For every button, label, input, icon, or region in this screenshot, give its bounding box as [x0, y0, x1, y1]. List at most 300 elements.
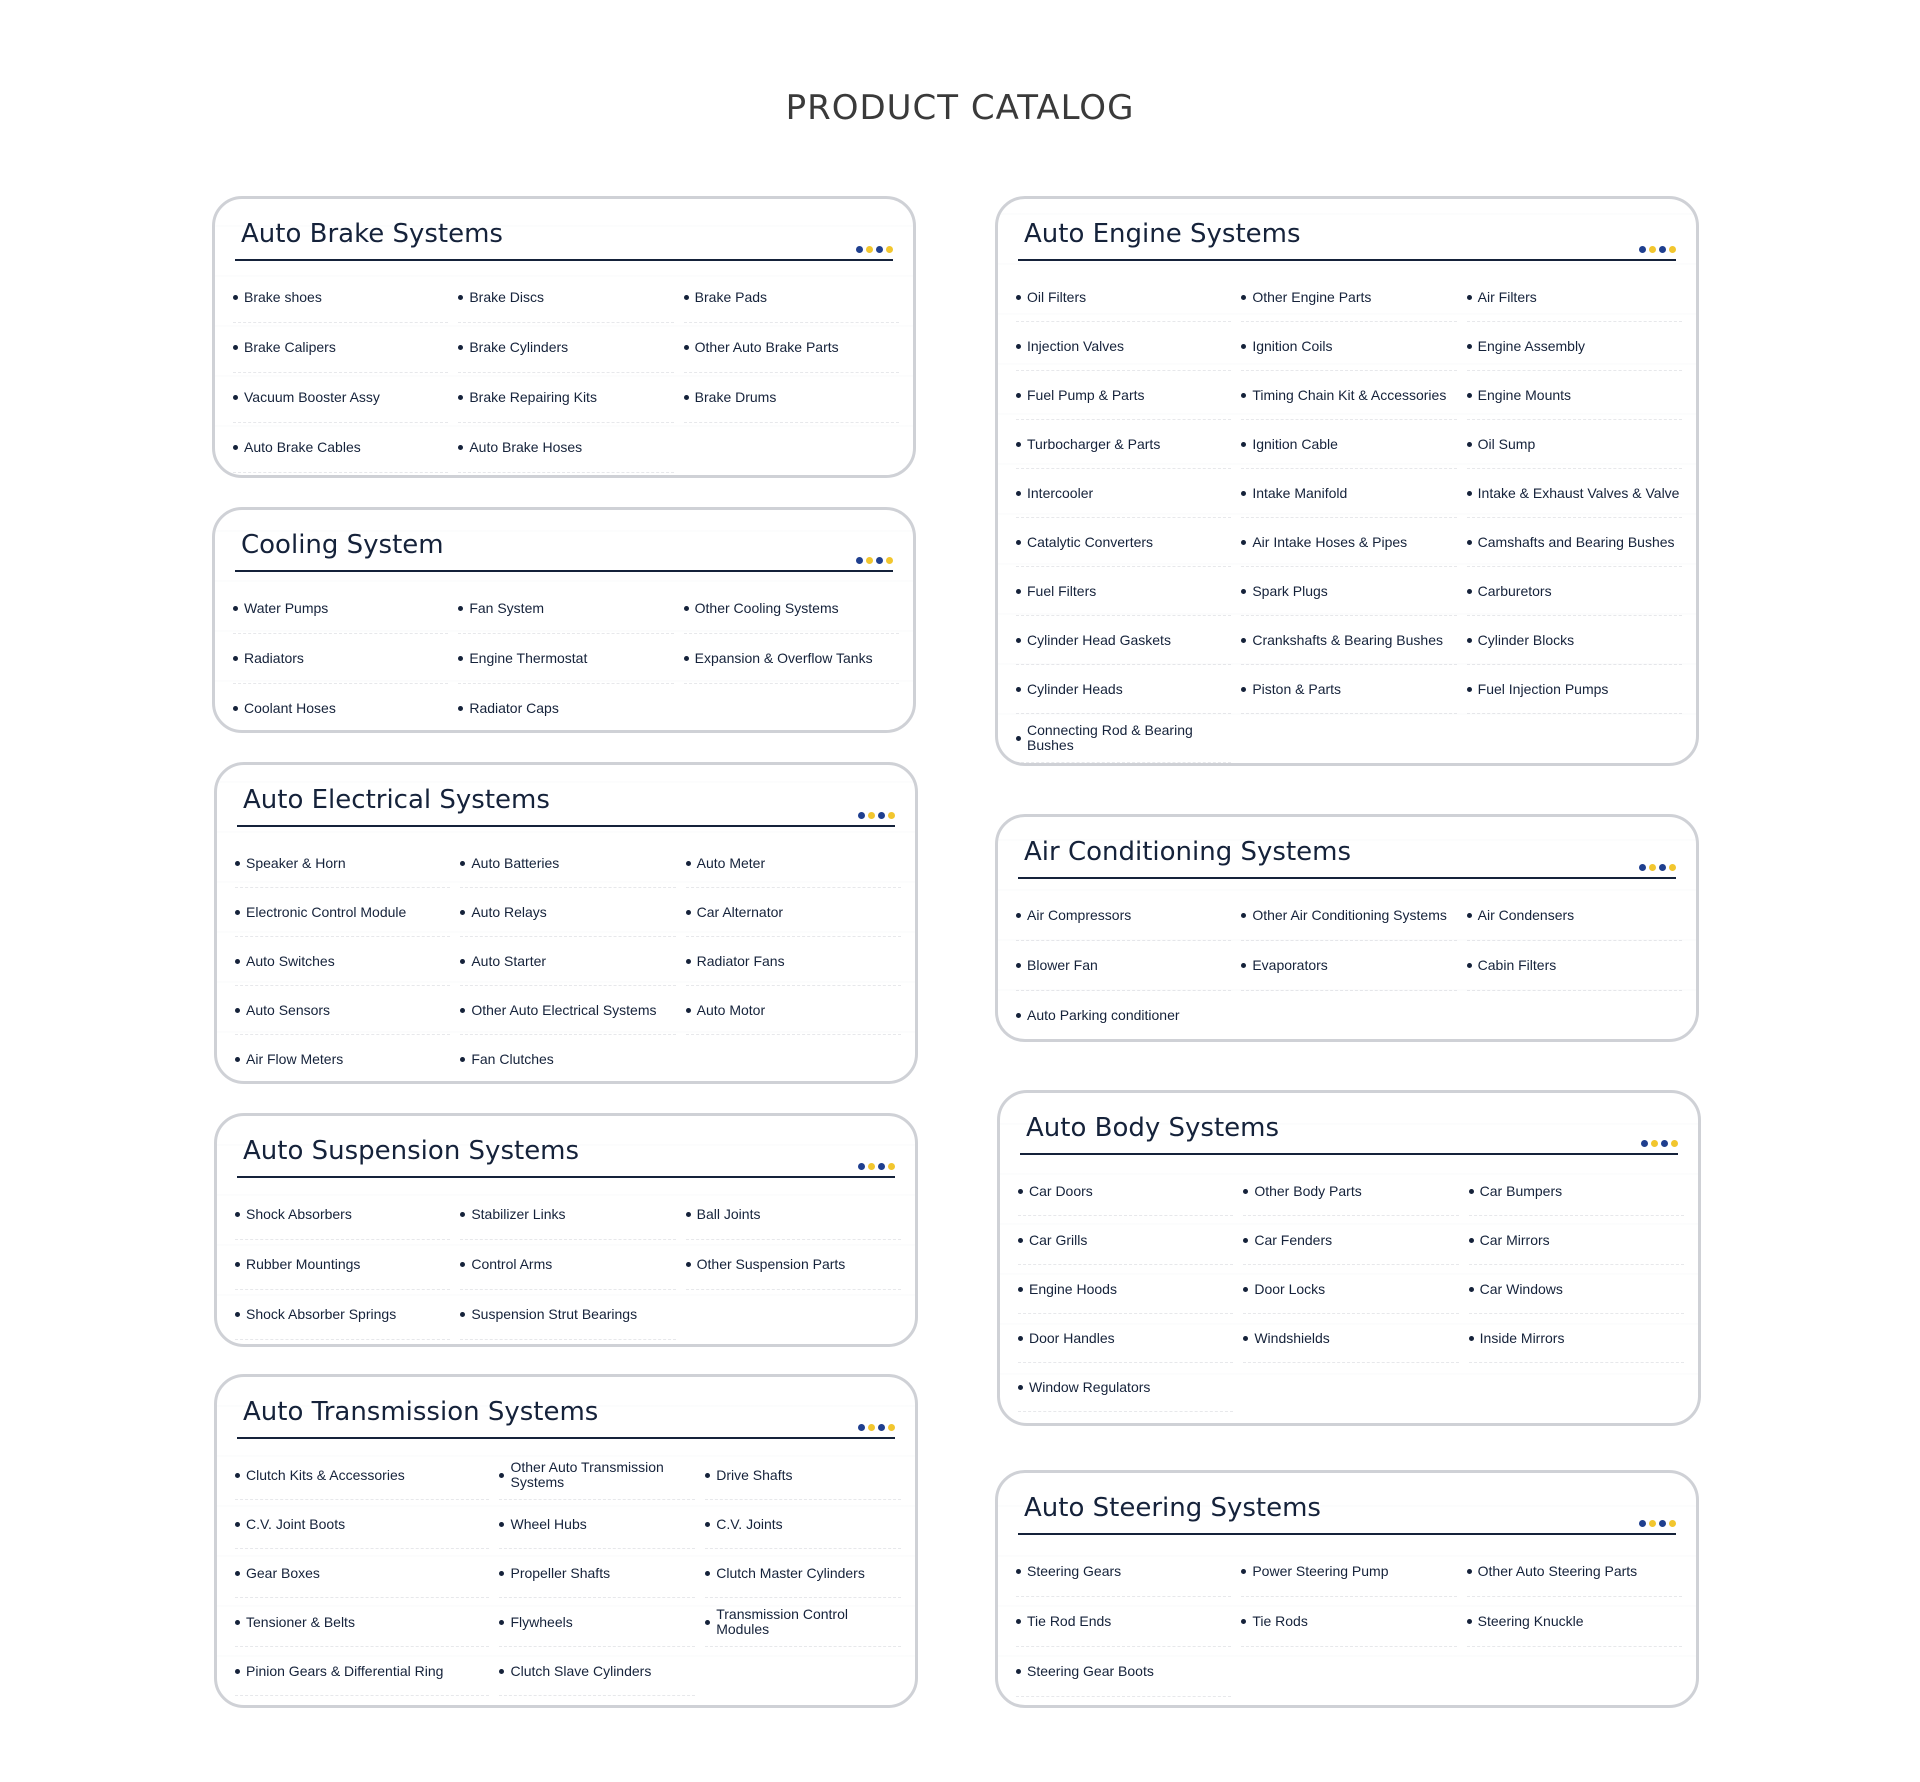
list-item[interactable] — [460, 986, 675, 1035]
list-item[interactable] — [1016, 1647, 1231, 1697]
list-item-label: Wheel Hubs — [510, 1515, 587, 1532]
bullet-icon — [1016, 687, 1021, 692]
list-item[interactable] — [1016, 1597, 1231, 1647]
dot-icon — [1649, 246, 1656, 253]
bullet-icon — [1467, 963, 1472, 968]
list-item[interactable] — [1016, 714, 1231, 763]
list-item[interactable] — [235, 1598, 489, 1647]
list-item[interactable] — [684, 273, 899, 323]
list-item[interactable] — [1241, 273, 1456, 322]
list-item[interactable] — [1243, 1167, 1458, 1216]
bullet-icon — [1241, 1619, 1246, 1624]
item-list — [233, 584, 899, 733]
list-item-label: Door Handles — [1029, 1329, 1115, 1346]
list-item[interactable] — [1469, 1167, 1684, 1216]
list-item[interactable] — [684, 634, 899, 684]
list-item-label: Car Grills — [1029, 1231, 1088, 1248]
list-item[interactable] — [235, 888, 450, 937]
list-item-label: Steering Knuckle — [1477, 1613, 1584, 1629]
bullet-icon — [684, 606, 689, 611]
list-item-label: Brake Calipers — [244, 339, 336, 355]
list-item-label: Power Steering Pump — [1252, 1563, 1389, 1579]
item-list — [235, 1451, 901, 1696]
dot-icon — [888, 1424, 895, 1431]
dot-icon — [1639, 864, 1646, 871]
item-list — [235, 1190, 901, 1340]
bullet-icon — [1241, 963, 1246, 968]
title-divider — [237, 1176, 895, 1178]
bullet-icon — [460, 1057, 465, 1062]
list-item[interactable] — [1241, 1597, 1456, 1647]
list-item-label: Radiators — [244, 650, 304, 666]
list-item[interactable] — [686, 937, 901, 986]
list-item[interactable] — [235, 1500, 489, 1549]
list-item[interactable] — [1467, 616, 1682, 665]
list-item[interactable] — [1016, 420, 1231, 469]
title-divider — [1018, 1533, 1676, 1535]
list-item-label: Car Alternator — [696, 903, 784, 920]
bullet-icon — [686, 1008, 691, 1013]
dot-icon — [1649, 864, 1656, 871]
bullet-icon — [686, 910, 691, 915]
decorative-dots-icon — [858, 812, 895, 819]
bullet-icon — [1016, 1669, 1021, 1674]
list-item-label: Vacuum Booster Assy — [244, 389, 380, 405]
item-list — [233, 273, 899, 473]
list-item-label: Oil Sump — [1477, 435, 1536, 452]
list-item-label: Air Flow Meters — [246, 1050, 344, 1067]
dot-icon — [878, 1424, 885, 1431]
list-item[interactable] — [1243, 1216, 1458, 1265]
bullet-icon — [684, 345, 689, 350]
list-item[interactable] — [458, 423, 673, 473]
bullet-icon — [235, 1008, 240, 1013]
dot-icon — [856, 246, 863, 253]
list-item-label: Fuel Pump & Parts — [1027, 386, 1145, 403]
list-item-label: Brake Pads — [694, 289, 768, 305]
list-item-label: Clutch Kits & Accessories — [246, 1466, 405, 1483]
card-title: Auto Body Systems — [1026, 1113, 1280, 1143]
list-item[interactable] — [460, 839, 675, 888]
bullet-icon — [233, 395, 238, 400]
list-item-label: Other Auto Electrical Systems — [471, 1001, 657, 1018]
bullet-icon — [1016, 442, 1021, 447]
list-item[interactable] — [1467, 273, 1682, 322]
card-auto-transmission-systems — [214, 1374, 918, 1708]
list-item[interactable] — [235, 1290, 450, 1340]
list-item[interactable] — [233, 423, 448, 473]
list-item-label: Auto Brake Cables — [244, 439, 361, 455]
list-item[interactable] — [1467, 420, 1682, 469]
list-item[interactable] — [235, 839, 450, 888]
list-item[interactable] — [235, 1190, 450, 1240]
list-item-label: Crankshafts & Bearing Bushes — [1252, 631, 1443, 648]
list-item[interactable] — [1016, 665, 1231, 714]
dot-icon — [1651, 1140, 1658, 1147]
list-item[interactable] — [458, 584, 673, 634]
list-item[interactable] — [1467, 371, 1682, 420]
list-item-label: Brake shoes — [244, 289, 322, 305]
bullet-icon — [1016, 1619, 1021, 1624]
list-item-label: Brake Drums — [694, 389, 777, 405]
bullet-icon — [1243, 1336, 1248, 1341]
dot-icon — [868, 812, 875, 819]
list-item[interactable] — [499, 1647, 695, 1696]
list-item-label: Air Condensers — [1477, 907, 1575, 923]
list-item[interactable] — [1467, 1547, 1682, 1597]
bullet-icon — [1467, 442, 1472, 447]
bullet-icon — [499, 1522, 504, 1527]
list-item[interactable] — [705, 1451, 901, 1500]
title-divider — [1020, 1153, 1678, 1155]
list-item-label: Speaker & Horn — [246, 854, 346, 871]
list-item-label: Camshafts and Bearing Bushes — [1477, 533, 1675, 550]
list-item[interactable] — [1241, 371, 1456, 420]
list-item-label: Car Fenders — [1254, 1231, 1333, 1248]
card-title: Auto Engine Systems — [1024, 219, 1301, 249]
list-item[interactable] — [1016, 469, 1231, 518]
list-item-label: Flywheels — [510, 1613, 573, 1630]
decorative-dots-icon — [1639, 1520, 1676, 1527]
list-item-label: Blower Fan — [1027, 957, 1098, 973]
bullet-icon — [1467, 589, 1472, 594]
list-item[interactable] — [233, 684, 448, 733]
bullet-icon — [460, 861, 465, 866]
bullet-icon — [705, 1473, 710, 1478]
list-item-label: Rubber Mountings — [246, 1256, 361, 1272]
list-item-label: Drive Shafts — [716, 1466, 793, 1483]
bullet-icon — [235, 959, 240, 964]
list-item-label: Cylinder Blocks — [1477, 631, 1575, 648]
list-item-label: Auto Starter — [471, 952, 547, 969]
bullet-icon — [686, 959, 691, 964]
list-item[interactable] — [684, 584, 899, 634]
dot-icon — [866, 557, 873, 564]
list-item-label: Carburetors — [1477, 582, 1552, 599]
list-item-label: Intake & Exhaust Valves & Valve — [1477, 484, 1680, 501]
list-item-label: Steering Gear Boots — [1027, 1663, 1154, 1679]
list-item[interactable] — [1016, 941, 1231, 991]
list-item-label: Timing Chain Kit & Accessories — [1252, 386, 1447, 403]
list-item-label: Fuel Injection Pumps — [1477, 680, 1609, 697]
card-title: Cooling System — [241, 530, 444, 560]
list-item[interactable] — [235, 1647, 489, 1696]
list-item[interactable] — [1241, 567, 1456, 616]
list-item-label: Other Suspension Parts — [696, 1256, 846, 1272]
title-divider — [1018, 877, 1676, 879]
list-item[interactable] — [235, 1549, 489, 1598]
bullet-icon — [1018, 1336, 1023, 1341]
list-item-label: Radiator Fans — [696, 952, 785, 969]
bullet-icon — [1016, 344, 1021, 349]
bullet-icon — [1241, 295, 1246, 300]
list-item-label: Auto Relays — [471, 903, 547, 920]
list-item[interactable] — [705, 1549, 901, 1598]
list-item-label: Auto Switches — [246, 952, 335, 969]
list-item-label: Shock Absorbers — [246, 1206, 352, 1222]
bullet-icon — [458, 656, 463, 661]
list-item[interactable] — [235, 986, 450, 1035]
dot-icon — [1671, 1140, 1678, 1147]
list-item[interactable] — [684, 373, 899, 423]
bullet-icon — [1243, 1189, 1248, 1194]
list-item[interactable] — [1469, 1265, 1684, 1314]
list-item[interactable] — [460, 1190, 675, 1240]
dot-icon — [1669, 246, 1676, 253]
list-item[interactable] — [686, 888, 901, 937]
dot-icon — [1661, 1140, 1668, 1147]
list-item[interactable] — [1241, 616, 1456, 665]
list-item-label: Air Intake Hoses & Pipes — [1252, 533, 1408, 550]
bullet-icon — [235, 1669, 240, 1674]
bullet-icon — [499, 1473, 504, 1478]
list-item-label: Other Auto Steering Parts — [1477, 1563, 1638, 1579]
item-list — [1016, 1547, 1682, 1697]
bullet-icon — [1243, 1238, 1248, 1243]
list-item[interactable] — [1018, 1363, 1233, 1412]
list-item[interactable] — [1467, 469, 1682, 518]
bullet-icon — [1016, 913, 1021, 918]
dot-icon — [878, 812, 885, 819]
list-item[interactable] — [1243, 1265, 1458, 1314]
bullet-icon — [458, 345, 463, 350]
list-item[interactable] — [460, 1290, 675, 1340]
decorative-dots-icon — [858, 1424, 895, 1431]
list-item-label: Radiator Caps — [469, 700, 559, 716]
dot-icon — [876, 557, 883, 564]
list-item-label: Electronic Control Module — [246, 903, 407, 920]
bullet-icon — [686, 1212, 691, 1217]
list-item[interactable] — [686, 1190, 901, 1240]
list-item-label: Auto Parking conditioner — [1027, 1007, 1180, 1023]
list-item-label: Pinion Gears & Differential Ring — [246, 1662, 444, 1679]
list-item[interactable] — [460, 888, 675, 937]
bullet-icon — [1243, 1287, 1248, 1292]
list-item-label: Cabin Filters — [1477, 957, 1557, 973]
list-item[interactable] — [1016, 567, 1231, 616]
bullet-icon — [1016, 963, 1021, 968]
list-item[interactable] — [1243, 1314, 1458, 1363]
bullet-icon — [1467, 1569, 1472, 1574]
card-title: Auto Suspension Systems — [243, 1136, 580, 1166]
bullet-icon — [1016, 540, 1021, 545]
list-item-label: Tensioner & Belts — [246, 1613, 355, 1630]
list-item[interactable] — [1467, 1597, 1682, 1647]
list-item-label: Intercooler — [1027, 484, 1094, 501]
list-item[interactable] — [458, 373, 673, 423]
bullet-icon — [1241, 393, 1246, 398]
list-item-label: Car Mirrors — [1479, 1231, 1550, 1248]
list-item-label: Engine Hoods — [1029, 1280, 1117, 1297]
bullet-icon — [233, 445, 238, 450]
bullet-icon — [1241, 344, 1246, 349]
list-item[interactable] — [1016, 371, 1231, 420]
list-item[interactable] — [458, 684, 673, 733]
list-item[interactable] — [1241, 420, 1456, 469]
dot-icon — [1659, 864, 1666, 871]
list-item[interactable] — [686, 986, 901, 1035]
list-item[interactable] — [1241, 665, 1456, 714]
list-item[interactable] — [1016, 322, 1231, 371]
list-item-label: Cylinder Head Gaskets — [1027, 631, 1171, 648]
list-item-label: Other Cooling Systems — [694, 600, 839, 616]
list-item-label: Engine Mounts — [1477, 386, 1572, 403]
list-item[interactable] — [233, 323, 448, 373]
list-item[interactable] — [233, 634, 448, 684]
item-list — [235, 839, 901, 1084]
list-item[interactable] — [499, 1598, 695, 1647]
list-item[interactable] — [458, 273, 673, 323]
bullet-icon — [686, 861, 691, 866]
bullet-icon — [1467, 638, 1472, 643]
list-item-label: Shock Absorber Springs — [246, 1306, 397, 1322]
list-item[interactable] — [1016, 891, 1231, 941]
list-item[interactable] — [1241, 469, 1456, 518]
card-title: Auto Brake Systems — [241, 219, 503, 249]
dot-icon — [856, 557, 863, 564]
list-item[interactable] — [1467, 567, 1682, 616]
list-item-label: Air Filters — [1477, 288, 1537, 305]
list-item[interactable] — [1016, 518, 1231, 567]
bullet-icon — [1469, 1336, 1474, 1341]
decorative-dots-icon — [1641, 1140, 1678, 1147]
list-item-label: Oil Filters — [1027, 288, 1087, 305]
list-item[interactable] — [1016, 616, 1231, 665]
list-item[interactable] — [233, 373, 448, 423]
list-item[interactable] — [686, 1240, 901, 1290]
list-item[interactable] — [1018, 1167, 1233, 1216]
list-item[interactable] — [686, 839, 901, 888]
bullet-icon — [460, 1262, 465, 1267]
list-item-label: Transmission Control Modules — [716, 1606, 848, 1637]
list-item[interactable] — [458, 634, 673, 684]
bullet-icon — [1016, 736, 1021, 741]
list-item[interactable] — [1016, 273, 1231, 322]
card-auto-suspension-systems — [214, 1113, 918, 1347]
list-item[interactable] — [235, 937, 450, 986]
list-item[interactable] — [1018, 1314, 1233, 1363]
bullet-icon — [460, 1312, 465, 1317]
bullet-icon — [235, 1262, 240, 1267]
list-item-label: Auto Meter — [696, 854, 766, 871]
list-item[interactable] — [235, 1240, 450, 1290]
list-item-label: Propeller Shafts — [510, 1564, 611, 1581]
list-item[interactable] — [1469, 1314, 1684, 1363]
list-item-label: Evaporators — [1252, 957, 1328, 973]
list-item-label: Auto Motor — [696, 1001, 766, 1018]
list-item[interactable] — [499, 1500, 695, 1549]
list-item[interactable] — [233, 584, 448, 634]
item-list — [1016, 891, 1682, 1041]
bullet-icon — [460, 910, 465, 915]
bullet-icon — [1241, 687, 1246, 692]
list-item[interactable] — [1241, 941, 1456, 991]
card-title: Auto Transmission Systems — [243, 1397, 599, 1427]
list-item[interactable] — [1016, 1547, 1231, 1597]
list-item[interactable] — [233, 273, 448, 323]
bullet-icon — [233, 706, 238, 711]
list-item[interactable] — [684, 323, 899, 373]
bullet-icon — [1467, 295, 1472, 300]
list-item[interactable] — [705, 1598, 901, 1647]
decorative-dots-icon — [856, 246, 893, 253]
list-item[interactable] — [499, 1451, 695, 1500]
bullet-icon — [235, 1057, 240, 1062]
list-item[interactable] — [1467, 941, 1682, 991]
bullet-icon — [1016, 638, 1021, 643]
list-item-label: Brake Repairing Kits — [469, 389, 597, 405]
list-item[interactable] — [460, 1035, 675, 1084]
card-auto-engine-systems — [995, 196, 1699, 766]
list-item[interactable] — [1016, 991, 1231, 1041]
dot-icon — [1639, 1520, 1646, 1527]
bullet-icon — [1467, 913, 1472, 918]
list-item[interactable] — [1241, 1547, 1456, 1597]
bullet-icon — [1018, 1385, 1023, 1390]
bullet-icon — [458, 295, 463, 300]
list-item-label: Car Bumpers — [1479, 1182, 1563, 1199]
bullet-icon — [1467, 344, 1472, 349]
dot-icon — [1669, 1520, 1676, 1527]
list-item-label: Ignition Cable — [1252, 435, 1338, 452]
list-item[interactable] — [1241, 891, 1456, 941]
list-item[interactable] — [235, 1451, 489, 1500]
list-item[interactable] — [235, 1035, 450, 1084]
list-item-label: Water Pumps — [244, 600, 329, 616]
bullet-icon — [1469, 1238, 1474, 1243]
card-auto-steering-systems — [995, 1470, 1699, 1708]
list-item[interactable] — [458, 323, 673, 373]
title-divider — [237, 1437, 895, 1439]
list-item-label: Turbocharger & Parts — [1027, 435, 1161, 452]
list-item[interactable] — [460, 1240, 675, 1290]
list-item[interactable] — [1467, 518, 1682, 567]
bullet-icon — [1467, 1619, 1472, 1624]
bullet-icon — [705, 1620, 710, 1625]
list-item[interactable] — [1241, 322, 1456, 371]
bullet-icon — [1016, 589, 1021, 594]
list-item-label: Expansion & Overflow Tanks — [694, 650, 873, 666]
dot-icon — [1649, 1520, 1656, 1527]
bullet-icon — [684, 295, 689, 300]
list-item[interactable] — [1018, 1216, 1233, 1265]
list-item[interactable] — [1469, 1216, 1684, 1265]
list-item-label: C.V. Joints — [716, 1515, 783, 1532]
dot-icon — [1659, 1520, 1666, 1527]
list-item-label: Stabilizer Links — [471, 1206, 566, 1222]
list-item[interactable] — [1467, 322, 1682, 371]
list-item[interactable] — [1467, 665, 1682, 714]
list-item[interactable] — [705, 1500, 901, 1549]
page-title: PRODUCT CATALOG — [785, 88, 1135, 128]
bullet-icon — [1241, 491, 1246, 496]
card-air-conditioning-systems — [995, 814, 1699, 1042]
card-auto-body-systems — [997, 1090, 1701, 1426]
list-item-label: Intake Manifold — [1252, 484, 1348, 501]
list-item-label: Spark Plugs — [1252, 582, 1328, 599]
list-item[interactable] — [1018, 1265, 1233, 1314]
bullet-icon — [1016, 295, 1021, 300]
list-item[interactable] — [1241, 518, 1456, 567]
decorative-dots-icon — [856, 557, 893, 564]
list-item[interactable] — [1467, 891, 1682, 941]
bullet-icon — [1469, 1287, 1474, 1292]
bullet-icon — [235, 910, 240, 915]
card-title: Air Conditioning Systems — [1024, 837, 1352, 867]
bullet-icon — [1241, 638, 1246, 643]
list-item[interactable] — [499, 1549, 695, 1598]
list-item[interactable] — [460, 937, 675, 986]
